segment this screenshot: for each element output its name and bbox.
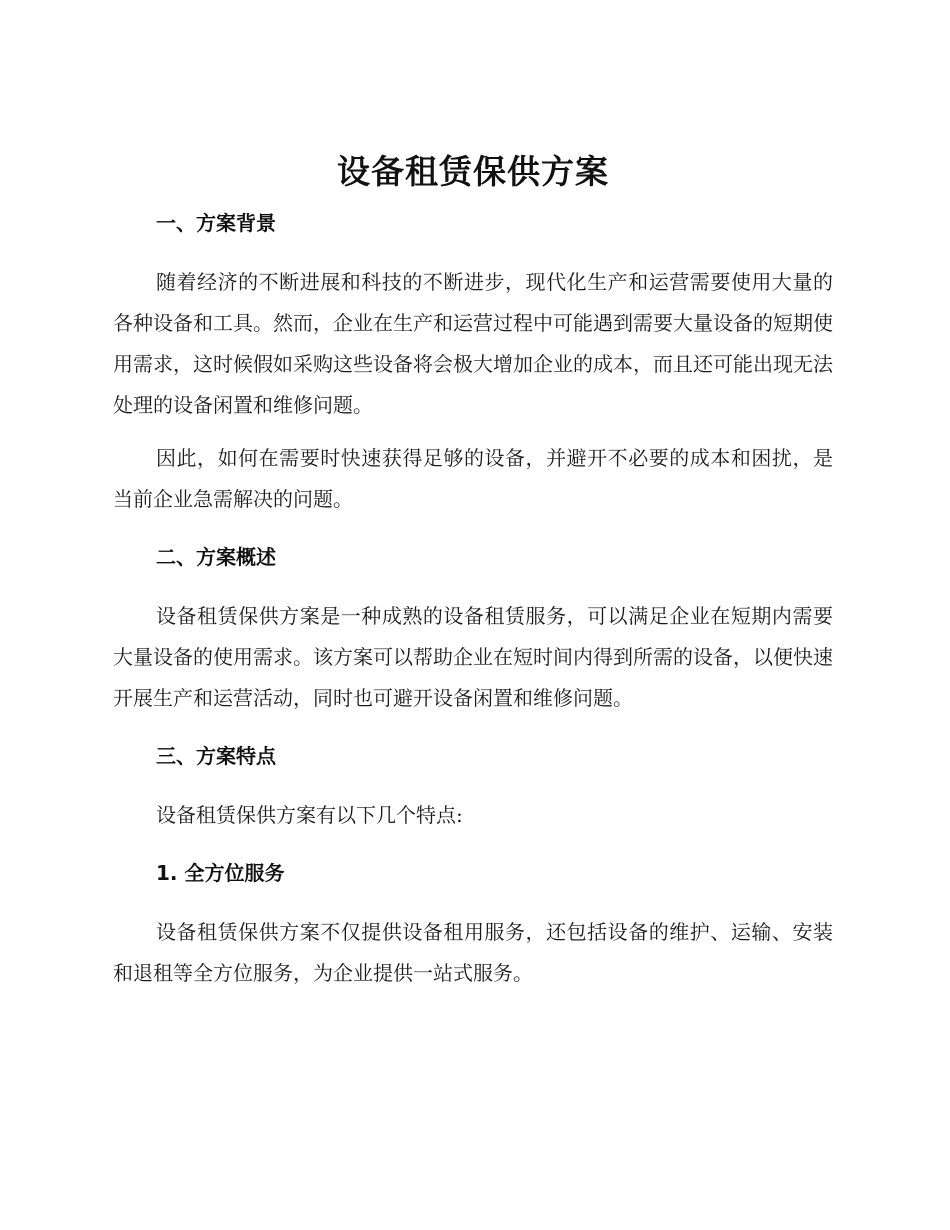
subsection-heading-full-service: 1. 全方位服务 xyxy=(156,861,285,885)
section-heading-overview: 二、方案概述 xyxy=(156,545,276,569)
paragraph-full-service: 设备租赁保供方案不仅提供设备租用服务，还包括设备的维护、运输、安装和退租等全方位服务，为企业提供一站式服务。 xyxy=(113,920,833,985)
document-title: 设备租赁保供方案 xyxy=(337,152,609,191)
paragraph-features-intro: 设备租赁保供方案有以下几个特点: xyxy=(156,803,463,827)
paragraph-overview-1: 设备租赁保供方案是一种成熟的设备租赁服务，可以满足企业在短期内需要大量设备的使用需求。该方案可以帮助企业在短时间内得到所需的设备，以便快速开展生产和运营活动，同时也可避开设备闲置和维修问题。 xyxy=(113,604,833,710)
paragraph-background-2: 因此，如何在需要时快速获得足够的设备，并避开不必要的成本和困扰，是当前企业急需解决的问题。 xyxy=(113,446,833,511)
section-heading-background: 一、方案背景 xyxy=(156,211,276,235)
paragraph-background-1: 随着经济的不断进展和科技的不断进步，现代化生产和运营需要使用大量的各种设备和工具。然而，企业在生产和运营过程中可能遇到需要大量设备的短期使用需求，这时候假如采购这些设备将会极大增加企业的成本，而且还可能出现无法处理的设备闲置和维修问题。 xyxy=(113,270,833,417)
section-heading-features: 三、方案特点 xyxy=(156,744,276,768)
document-body xyxy=(113,150,833,994)
